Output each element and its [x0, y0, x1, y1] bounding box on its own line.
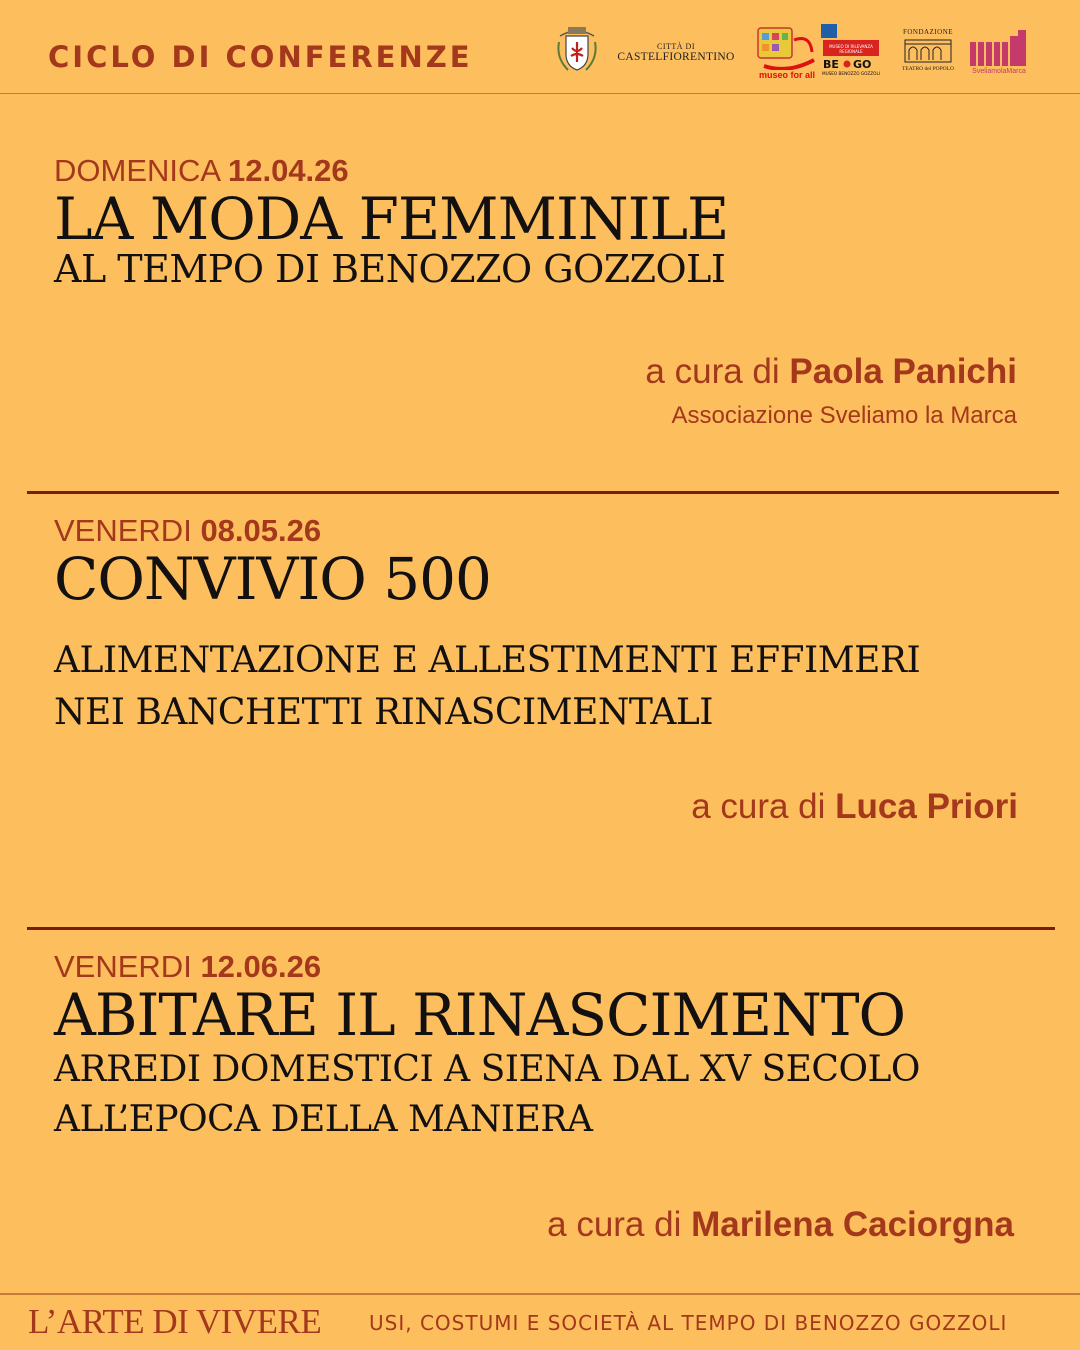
event-day: VENERDI [54, 513, 192, 548]
sveliamo-la-marca-logo: SveliamolaMarca [968, 28, 1030, 80]
footer-tagline: USI, COSTUMI E SOCIETÀ AL TEMPO DI BENOZZO GOZZOLI [369, 1311, 1008, 1335]
divider [27, 927, 1055, 930]
partner-logos [0, 18, 1080, 78]
event-1-curator [645, 352, 1017, 392]
event-title: CONVIVIO 500 [54, 545, 491, 613]
svg-text:MUSEO DI RILEVANZA: MUSEO DI RILEVANZA [829, 44, 873, 49]
event-1 [54, 153, 1034, 291]
event-date-number: 12.06.26 [200, 949, 322, 984]
event-date [54, 153, 1034, 189]
curator-name: Paola Panichi [789, 352, 1017, 391]
header [0, 0, 1080, 94]
event-date-number: 12.04.26 [227, 153, 349, 188]
curator-prefix: a cura di [547, 1205, 682, 1244]
bego-museum-logo [821, 24, 881, 76]
event-date-number: 08.05.26 [200, 513, 322, 548]
svg-text:BE: BE [823, 58, 839, 71]
event-subtitle: AL TEMPO DI BENOZZO GOZZOLI [54, 247, 726, 291]
svg-text:GO: GO [853, 58, 872, 71]
curator-prefix: a cura di [645, 352, 780, 391]
castelfiorentino-crest-logo [556, 24, 598, 74]
curator-name: Marilena Caciorgna [691, 1205, 1014, 1244]
curator-name: Luca Priori [835, 787, 1018, 826]
event-title: LA MODA FEMMINILE [54, 185, 729, 253]
event-2 [54, 513, 1034, 739]
event-3 [54, 949, 1034, 1145]
divider [27, 491, 1059, 494]
svg-text:REGIONALE: REGIONALE [839, 49, 863, 54]
svg-text:MUSEO BENOZZO GOZZOLI: MUSEO BENOZZO GOZZOLI [821, 71, 881, 76]
event-1-association: Associazione Sveliamo la Marca [671, 402, 1017, 429]
event-date [54, 513, 1034, 549]
fondazione-teatro-logo: FONDAZIONE TEATRO del POPOLO [902, 28, 954, 72]
event-day: VENERDI [54, 949, 192, 984]
subtitle-line: ARREDI DOMESTICI A SIENA DAL XV SECOLO [54, 1049, 920, 1090]
city-name-logo: CITTÀ DI CASTELFIORENTINO [617, 42, 735, 63]
curator-prefix: a cura di [691, 787, 826, 826]
museo-for-all-logo: museo for all [754, 26, 820, 84]
event-date [54, 949, 1034, 985]
event-subtitle [54, 635, 1034, 739]
header-title: CICLO DI CONFERENZE [48, 40, 473, 74]
footer-series-title: L’ARTE DI VIVERE [28, 1302, 322, 1341]
event-day: DOMENICA [54, 153, 220, 188]
event-3-curator [547, 1205, 1014, 1245]
subtitle-line: ALL’EPOCA DELLA MANIERA [54, 1099, 593, 1140]
event-2-curator [691, 787, 1018, 827]
event-subtitle [54, 1045, 1034, 1145]
event-title: ABITARE IL RINASCIMENTO [54, 981, 906, 1049]
footer-divider [0, 1293, 1080, 1295]
subtitle-line: ALIMENTAZIONE E ALLESTIMENTI EFFIMERI [54, 640, 921, 681]
subtitle-line: NEI BANCHETTI RINASCIMENTALI [54, 692, 714, 733]
